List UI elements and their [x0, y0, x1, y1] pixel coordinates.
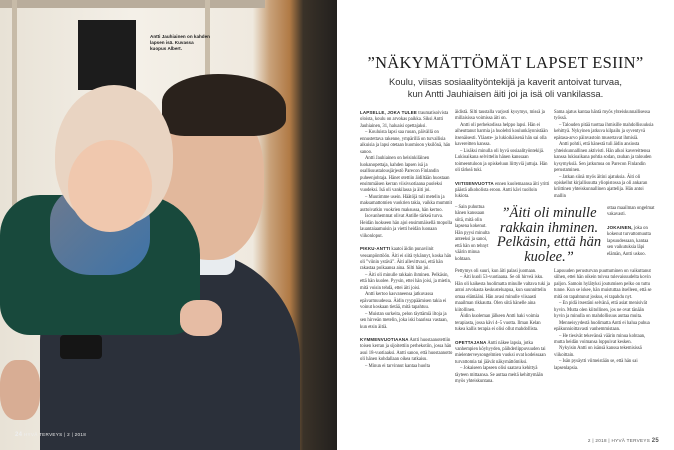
paragraph	[360, 130, 453, 156]
column-1	[360, 110, 453, 370]
paragraph-text: – Jokaiseen lapseen olisi saatava kehittyä täyteen mittaansa. Se auttaa meitä kehittymään myös yhteiskuntana.	[455, 366, 543, 385]
paragraph	[554, 334, 654, 347]
window-mullion	[12, 0, 17, 220]
paragraph-text: – Lisäksi minulla oli hyvä sosiaalityöntekijä. Lukioaikana selvittelin hänen kanssaan toimeentuloon ja opiskeluun liittyviä juttuja. Hän oli tärkeä tuki.	[455, 148, 548, 174]
paragraph-text: – Isän pysäytti viimeistään se, että hän sai lapsenlapsia.	[554, 359, 638, 371]
paragraph	[360, 273, 453, 292]
paragraph-text: traumatisoivista oloista, koulu on arvokas paikka. Siksi Antti Jauhiainen, 31, haluaisi opettajaksi.	[360, 111, 449, 129]
paragraph-text: Menneisyydestä huolimatta Antti ei halua puhua epäkunnioittavasti vanhemmistaan.	[554, 320, 650, 333]
column-2-bottom	[455, 269, 550, 386]
paragraph-text: Antti huostaanotettiin toisen kerran ja sijoitettiin perhekotiin, jossa hän asui 18-vuotiaaksi. Antti sanoo, että huostaanotto oli hänen kohdallaan oikea ratkaisu.	[360, 337, 453, 363]
paragraph	[554, 301, 654, 320]
baby-arm	[180, 300, 222, 336]
watch	[60, 335, 102, 359]
paragraph	[455, 205, 491, 263]
paragraph-text: Lapsuuden perusturvan puuttuminen on vaikuttanut siihen, ettei hän oikein toivoa tulevaisuudelta kovin paljon. Samoin hylätyksi joutumisen pelko on tuttu tunne. Kun se iskee, hän muistuttaa itselleen, että se mitä on tapahtunut joskus, ei tapahdu nyt.	[554, 269, 652, 300]
paragraph-text: Sama ajatus kantaa häntä myös yhteiskunnallisessa työssä.	[554, 110, 650, 122]
paragraph-text: kaatoi äidin punaviinit vessanpönttöön. Äiti ei siitä tykännyt, koska hän oli ”viinin ystävä”. Äiti allevittvasi, että hän rakastaa poikaansa aina. Silti hän joi.	[360, 247, 452, 272]
pull-quote: ”Äiti oli minulle rakkain ihminen. Pelkäsin, että hän kuolee.”	[496, 205, 602, 265]
paragraph	[455, 123, 550, 149]
deck	[337, 76, 674, 100]
column-3-narrow	[607, 206, 655, 258]
paragraph-text: Nykyisin Antti on isänsä kanssa tekemisissä viikoittain.	[554, 346, 642, 358]
article-page	[337, 0, 674, 450]
paragraph-lead-in: OPETTAJANA	[455, 339, 487, 345]
paragraph-text: – Kouluista lapsi saa ruoan, päivällä on ennustettava rakenne, ympärillä on turvallisia aikuisia ja lapsi otetaan huomioon yksilönä, hän sanoo.	[360, 130, 451, 155]
paragraph	[607, 206, 655, 219]
paragraph-text: joka on kokenut turvattomuutta lapsuudessaan, kantaa sen vaikutuksia läpi elämän, Antti uskoo.	[607, 225, 651, 257]
poster	[78, 20, 136, 90]
page-number: 25	[651, 438, 659, 444]
paragraph-text: – Muutimme usein. Häätöjä tuli metelin ja maksamattomien vuokrien takia, vaikka mummit auttoivatkin vuokrien maksussa, hän kertoo.	[360, 194, 453, 213]
paragraph	[554, 142, 654, 174]
paragraph-lead-in: JOKAINEN,	[607, 224, 633, 230]
paragraph-text: – Sain puhuttua hänen kanssaan siitä, mitä olin lapsena kokenut. Hän pyysi minulta anteeksi ja sanoi, että hän on tehnyt väärin minua kohtaan.	[455, 205, 490, 262]
paragraph	[554, 110, 654, 123]
paragraph-text: – Äiti kuoli 53-vuotiaana. Se oli hirveä isku. Hän oli kaikesta huolimatta minulle valtava tuki ja antoi arvokasta keskusteluapua, kun suunnittelin omaa elämääni. Hän avasi minulle viisaasti maailman rikkautta. Olen siitä hänelle aina kiitollinen.	[455, 275, 550, 313]
deck-line: kun Antti Jauhiaisen äiti joi ja isä oli vankilassa.	[407, 88, 604, 99]
paragraph-lead-in: PIKKU-ANTTI	[360, 246, 391, 252]
column-3-top	[554, 110, 654, 200]
paragraph-text: ottaa maailman ongelmat vakavasti.	[607, 206, 655, 218]
paragraph-lead-in: VIITISENVUOTTA	[455, 180, 494, 186]
paragraph	[360, 337, 453, 364]
paragraph	[554, 269, 654, 301]
paragraph	[455, 275, 550, 314]
man-hand	[0, 360, 40, 420]
headline: ”NÄKYMÄTTÖMÄT LAPSET ESIIN”	[367, 53, 644, 72]
paragraph	[360, 156, 453, 195]
paragraph	[360, 214, 453, 240]
paragraph	[455, 366, 550, 385]
paragraph	[455, 314, 550, 333]
paragraph-text: Isovanhemmat olivat Antille tärkeä turva. Heidän luokseen hän ajoi ensimmäisellä mopolla lauantaiaamuisin ja vietti heidän luonaan viikonloput.	[360, 214, 453, 239]
paragraph-text: – Jatkan siinä myös äitini ajatuksia. Äiti oli opiskellut kirjallisuutta yliopistossa ja oli ankaran kriittinen yhteiskunnallinen ajattelija. Hän antoi mallin	[554, 174, 648, 199]
paragraph-text: Antti oli perhekodissa helppo lapsi. Hän ei aiheuttanut harmia ja huolehti koulunkäynnistään itsenäisesti. Yläaste- ja lukioikäisenä hän sai olla kavereitten kanssa.	[455, 122, 548, 148]
page-number: 24	[15, 432, 23, 438]
paragraph-text: Antti kertoo kasvaneensa jatkuvassa epävarmuudessa. Äidin ryyppäämisen takia ei voinut koskaan tietää, mitä tapahtuu.	[360, 292, 447, 311]
paragraph-text: Äidin kuoleman jälkeen Antti haki voimia terapiasta, jossa kävi 4–5 vuotta. Ilman Kelan tukea kallis terapia ei olisi ollut mahdollista.	[455, 314, 541, 333]
paragraph	[455, 110, 550, 123]
paragraph-lead-in: LAPSELLE, JOKA TULEE	[360, 110, 418, 115]
column-2-top	[455, 110, 550, 201]
paragraph	[360, 246, 453, 273]
deck-line: Koulu, viisas sosiaalityöntekijä ja kaverit antoivat turvaa,	[389, 76, 622, 87]
man-hair	[162, 74, 286, 136]
paragraph-lead-in: KYMMENVUOTIAANA	[360, 336, 409, 342]
paragraph	[360, 312, 453, 331]
paragraph-text: Antti Jauhiainen on helsinkiläinen luokanopettaja, kahden lapsen isä ja osallisuustalousjärjestö Parecon Finlandin puheenjohtaja. Hänet otettiin äidiltään huostaan ensimmäisen kerran viisivuotiaana puoleksi vuodeksi. Isä oli vankilassa ja äiti joi.	[360, 156, 450, 194]
paragraph	[455, 149, 550, 175]
paragraph	[360, 195, 453, 214]
paragraph-text: Antti näkee lapsia, jotka vanhempien köyhyyden, päihderiippuvuuden tai mielenterveysongelmien vuoksi ovat kodeissaan turvattomia tai jäävät näkymättömiksi.	[455, 340, 546, 365]
paragraph-text: Antti pohtii, että hänestä tuli äidin ansiosta yhteiskunnallinen aktivisti. Hän alkoi kavereittensa kanssa lukioaikana pohtia sodan, rauhan ja talouden kysymyksiä. Sen jatkumoa on Parecon Finlandin perustaminen.	[554, 142, 652, 174]
paragraph	[607, 225, 655, 258]
photo-caption: Antti Jauhiainen on kahden lapsen isä. Kuvassa kuopus Albert.	[150, 34, 210, 51]
paragraph-text: Pettymys oli suuri, kun äiti palasi juomaan.	[455, 269, 537, 274]
folio-left	[15, 432, 86, 438]
paragraph	[554, 321, 654, 334]
paragraph	[360, 292, 453, 311]
paragraph	[554, 175, 654, 201]
paragraph-text: – He tiesivät tekevänsä väärin minua kohtaan, mutta heidän voimansa loppuivat kesken.	[554, 333, 646, 345]
paragraph-text: – Minun ei tarvinnut kantaa huolta	[365, 363, 430, 369]
paragraph	[360, 364, 453, 370]
paragraph-text: – Muistan surkeita, pelon täyttämiä iltoja ja sen hirveän metelin, joka iski baarissa vastaan, kun etsin äitiä.	[360, 311, 448, 330]
window-frame	[0, 0, 265, 8]
column-2-narrow	[455, 205, 491, 263]
folio-right	[588, 438, 659, 444]
paragraph	[455, 340, 550, 367]
paragraph-text: äidistä. Silti taustalla varjosti kysymys, missä ja millaisissa voimissa äiti on.	[455, 110, 545, 122]
paragraph	[554, 359, 654, 372]
baby-face	[68, 140, 152, 232]
column-3-bottom	[554, 269, 654, 372]
paragraph	[554, 123, 654, 142]
folio-text: 2 | 2018 | HYVÄ TERVEYS	[587, 438, 651, 443]
folio-text: HYVÄ TERVEYS | 2 | 2018	[23, 432, 87, 437]
paragraph-text: ennen kuolemaansa äiti yritti päästä alkoholista eroon. Antti kävi tuolloin lukiota.	[455, 181, 550, 200]
paragraph	[554, 346, 654, 359]
paragraph-text: – En pidä itsestäni selvänä, että asiat menisivät hyvin. Mutta olen kiitollinen, jos ne ovat tänään hyvin ja minulla on mahdollisuus auttaa muita.	[554, 301, 647, 320]
paragraph	[360, 110, 453, 130]
paragraph-text: – Äiti oli minulle rakkain ihminen. Pelkäsin, että hän kuolee. Pyysin, ettei hän joisi, ja mietin, mitä voisin tehdä, ettei äiti joisi.	[360, 272, 452, 291]
paragraph-text: – Talouden pitää tuottaa ihmisille mahdollisuuksia kehittyä. Nykyinen jatkuva kilpailu ja syventyvä epätasa-arvo päinvastoin musertavat ihmisiä.	[554, 122, 654, 141]
paragraph	[455, 181, 550, 201]
